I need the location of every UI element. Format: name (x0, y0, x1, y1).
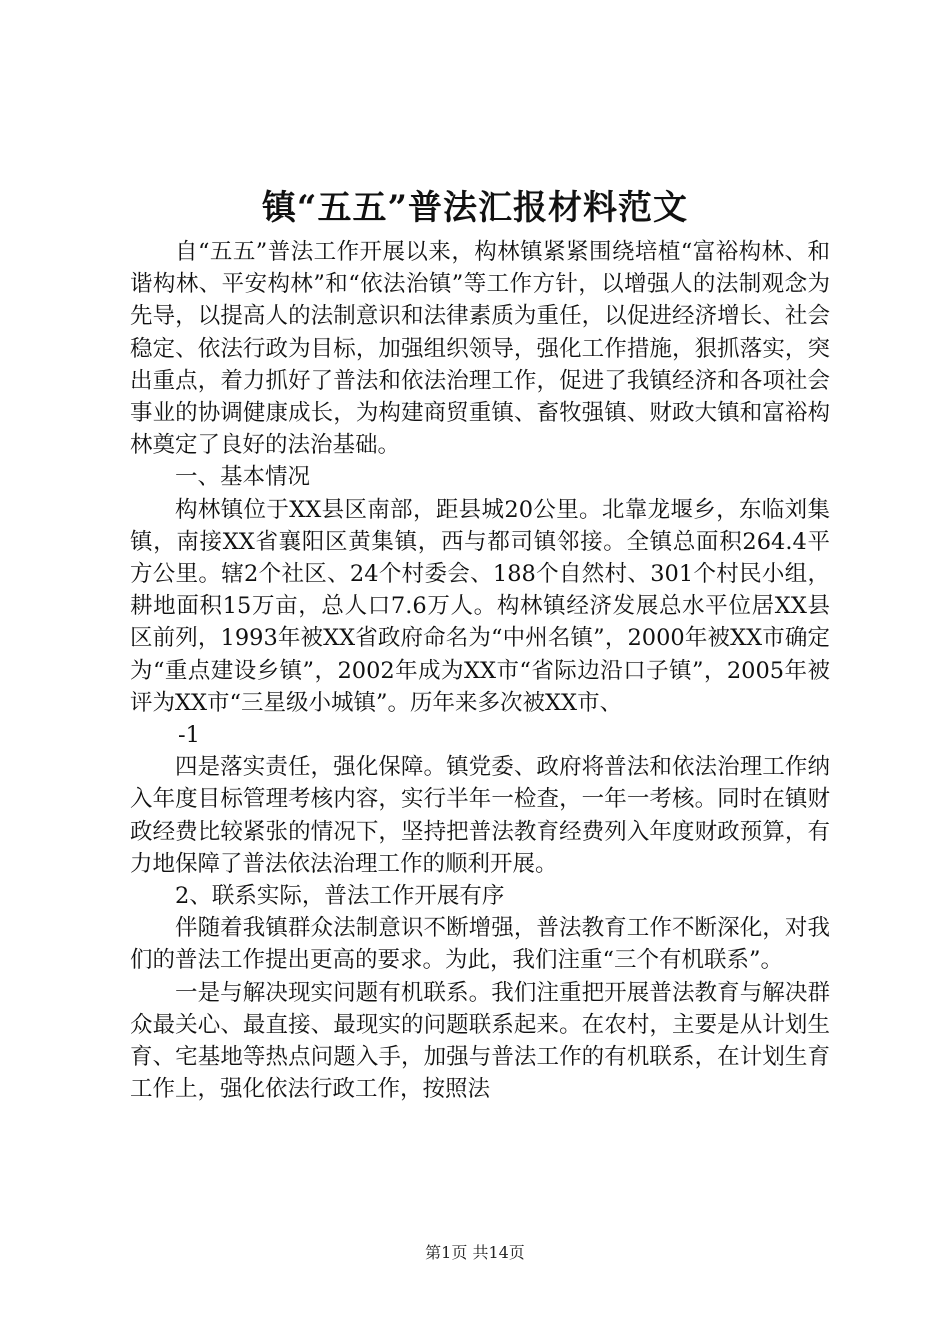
page-marker: -1 (178, 722, 200, 749)
section-heading-basic-situation: 一、基本情况 (175, 464, 311, 491)
document-title: 镇“五五”普法汇报材料范文 (261, 188, 689, 228)
first-connection-paragraph: 一是与解决现实问题有机联系。我们注重把开展普法教育与解决群众最关心、最直接、最现实的问题联系起来。在农村，主要是从计划生育、宅基地等热点问题入手，加强与普法工作的有机联系，在计划生育工作上，强化依法行政工作，按照法 (130, 979, 830, 1103)
document-body (130, 236, 830, 1105)
section-heading-practical-connection: 2、联系实际，普法工作开展有序 (175, 883, 505, 910)
intro-paragraph: 自“五五”普法工作开展以来，构林镇紧紧围绕培植“富裕构林、和谐构林、平安构林”和“依法治镇”等工作方针，以增强人的法制观念为先导，以提高人的法制意识和法律素质为重任，以促进经济增长、社会稳定、依法行政为目标，加强组织领导，强化工作措施，狠抓落实，突出重点，着力抓好了普法和依法治理工作，促进了我镇经济和各项社会事业的协调健康成长，为构建商贸重镇、畜牧强镇、财政大镇和富裕构林奠定了良好的法治基础。 (130, 239, 830, 459)
three-connections-paragraph: 伴随着我镇群众法制意识不断增强，普法教育工作不断深化，对我们的普法工作提出更高的要求。为此，我们注重“三个有机联系”。 (130, 915, 830, 974)
page-footer: 第1页 共14页 (425, 1243, 525, 1262)
responsibility-paragraph: 四是落实责任，强化保障。镇党委、政府将普法和依法治理工作纳入年度目标管理考核内容，实行半年一检查，一年一考核。同时在镇财政经费比较紧张的情况下，坚持把普法教育经费列入年度财政预算，有力地保障了普法依法治理工作的顺利开展。 (130, 754, 830, 877)
basic-situation-paragraph: 构林镇位于XX县区南部，距县城20公里。北靠龙堰乡，东临刘集镇，南接XX省襄阳区黄集镇，西与都司镇邻接。全镇总面积264.4平方公里。辖2个社区、24个村委会、188个自然村、301个村民小组，耕地面积15万亩，总人口7.6万人。构林镇经济发展总水平位居XX县区前列，1993年被XX省政府命名为“中州名镇”，2000年被XX市确定为“重点建设乡镇”，2002年成为XX市“省际边沿口子镇”，2005年被评为XX市“三星级小城镇”。历年来多次被XX市、 (130, 496, 830, 716)
